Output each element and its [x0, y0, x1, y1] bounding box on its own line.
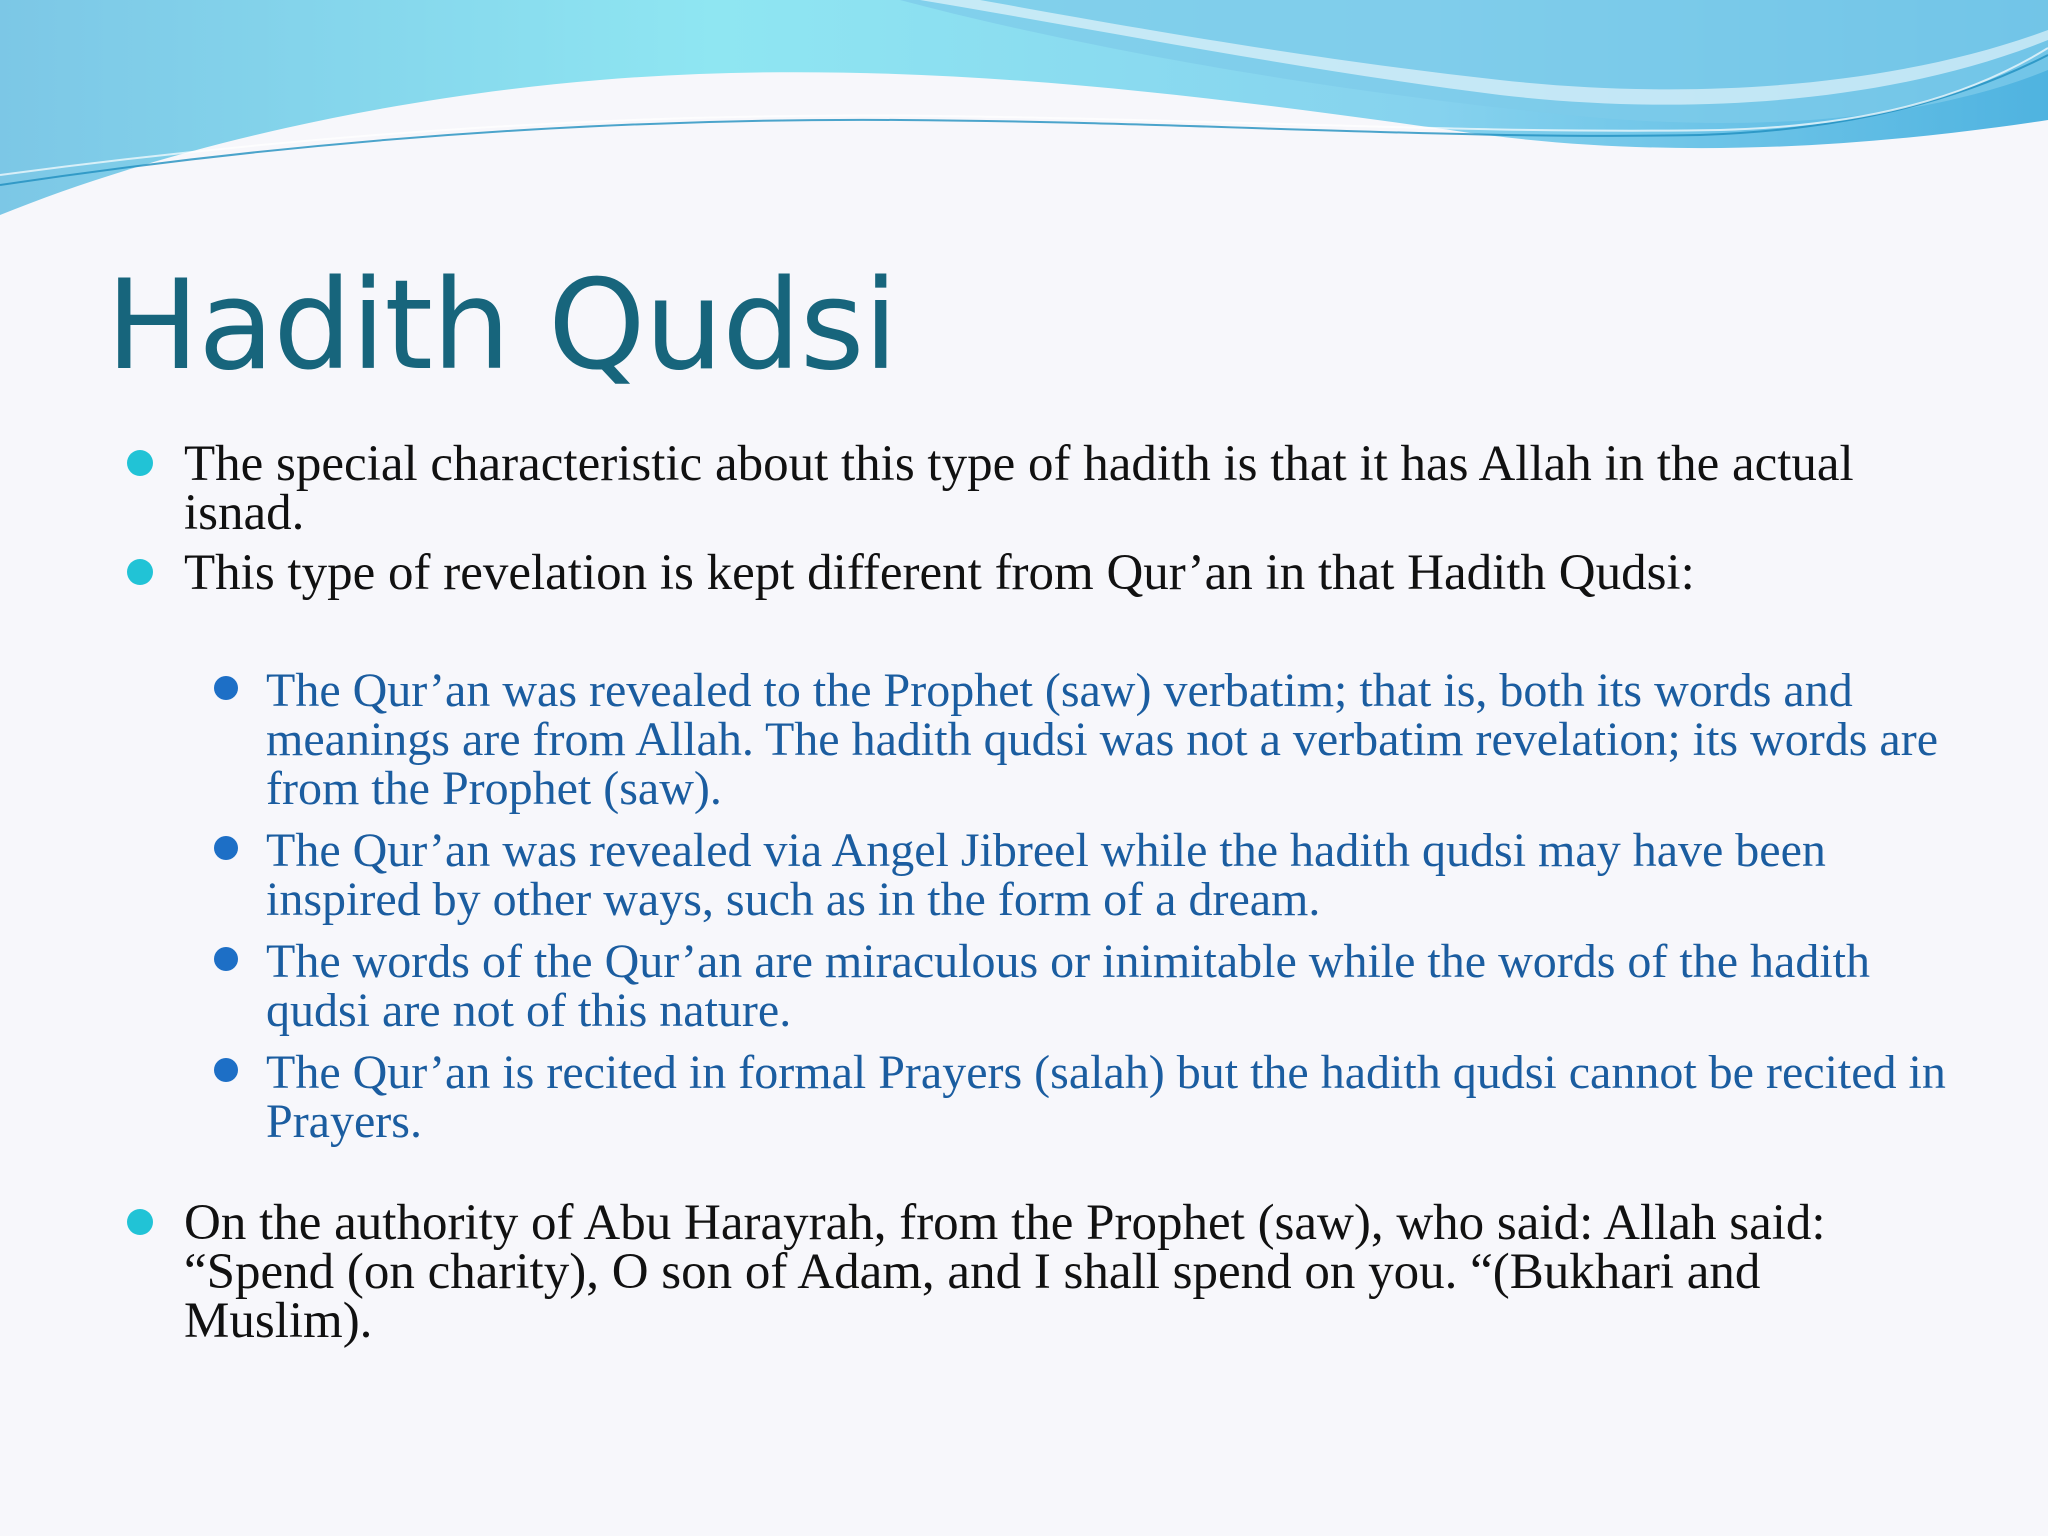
sub-bullet-item: The Qur’an is recited in formal Prayers (salah) but the hadith qudsi cannot be recited in Prayers.: [266, 1046, 1946, 1148]
sub-bullet-dot: [214, 947, 238, 971]
sub-bullet-item: The Qur’an was revealed to the Prophet (saw) verbatim; that is, both its words and meanings are from Allah. The hadith qudsi was not a verbatim revelation; its words are from the Prophet (saw).: [266, 664, 1939, 815]
sub-bullet-item: The words of the Qur’an are miraculous or inimitable while the words of the hadith qudsi are not of this nature.: [266, 935, 1870, 1037]
bullet-dot: [127, 450, 153, 476]
bullet-item: The special characteristic about this type of hadith is that it has Allah in the actual isnad.: [184, 436, 1854, 541]
slide-title: Hadith Qudsi: [106, 254, 897, 398]
sub-bullet-dot: [214, 836, 238, 860]
sub-bullet-dot: [214, 676, 238, 700]
bullet-item: On the authority of Abu Harayrah, from the Prophet (saw), who said: Allah said: “Spend (on charity), O son of Adam, and I shall spend on you. “(Bukhari and Muslim).: [184, 1195, 1826, 1349]
bullet-dot: [127, 1209, 153, 1235]
bullet-dot: [127, 559, 153, 585]
sub-bullet-dot: [214, 1058, 238, 1082]
bullet-item: This type of revelation is kept different from Qur’an in that Hadith Qudsi:: [184, 545, 1695, 601]
sub-bullet-item: The Qur’an was revealed via Angel Jibreel while the hadith qudsi may have been inspired by other ways, such as in the form of a dream.: [266, 824, 1826, 926]
